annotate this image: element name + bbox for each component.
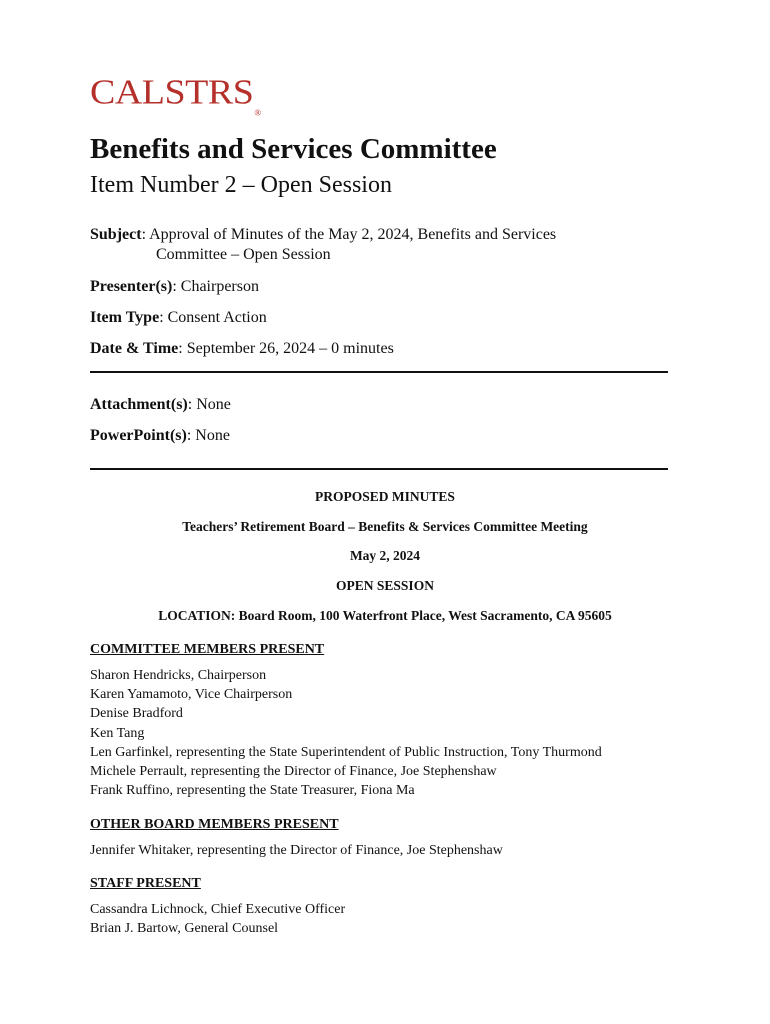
list-item: Denise Bradford (90, 706, 183, 722)
meeting-date: May 2, 2024 (349, 548, 421, 563)
divider-rule (90, 371, 668, 373)
presenters-value: : Chairperson (172, 278, 259, 295)
staff-heading: STAFF PRESENT (90, 876, 201, 891)
item-type-field (90, 308, 267, 328)
powerpoints-label: PowerPoint(s) (90, 427, 187, 444)
logo-text: CALSTRS (90, 73, 254, 112)
list-item: Ken Tang (90, 725, 145, 741)
list-item: Sharon Hendricks, Chairperson (90, 668, 267, 683)
attachments-field (90, 395, 231, 415)
attachments-value: : None (187, 396, 231, 413)
subject-value-continued: Committee – Open Session (156, 246, 331, 263)
subject-label: Subject (90, 226, 142, 243)
attachments-label: Attachment(s) (90, 396, 188, 413)
date-time-label: Date & Time (90, 340, 179, 357)
committee-members-heading: COMMITTEE MEMBERS PRESENT (90, 642, 325, 657)
list-item: Brian J. Bartow, General Counsel (90, 921, 279, 937)
presenters-label: Presenter(s) (90, 278, 173, 295)
page-title: Benefits and Services Committee (90, 133, 497, 165)
staff-list (90, 900, 345, 938)
meeting-name: Teachers’ Retirement Board – Benefits & Services Committee Meeting (182, 519, 588, 534)
list-item: Michele Perrault, representing the Director of Finance, Joe Stephenshaw (90, 764, 497, 780)
item-type-value: : Consent Action (159, 309, 267, 326)
other-board-members-heading: OTHER BOARD MEMBERS PRESENT (90, 817, 339, 832)
item-subtitle: Item Number 2 – Open Session (90, 172, 392, 198)
divider-rule (90, 468, 668, 470)
date-time-value: : September 26, 2024 – 0 minutes (178, 340, 394, 357)
other-board-members-list (90, 841, 503, 860)
session-type: OPEN SESSION (336, 578, 434, 593)
list-item: Cassandra Lichnock, Chief Executive Officer (90, 902, 346, 917)
list-item: Jennifer Whitaker, representing the Director of Finance, Joe Stephenshaw (90, 843, 503, 858)
powerpoints-value: : None (186, 427, 230, 444)
calstrs-logo (90, 73, 261, 118)
date-time-field (90, 339, 394, 359)
committee-members-list (90, 666, 602, 800)
minutes-heading: PROPOSED MINUTES (315, 489, 455, 504)
presenters-field (90, 277, 259, 297)
meeting-location: LOCATION: Board Room, 100 Waterfront Place, West Sacramento, CA 95605 (158, 608, 612, 623)
subject-value: : Approval of Minutes of the May 2, 2024, Benefits and Services (141, 226, 557, 243)
item-type-label: Item Type (90, 309, 160, 326)
list-item: Frank Ruffino, representing the State Treasurer, Fiona Ma (90, 783, 415, 799)
registered-mark: ® (254, 108, 261, 118)
list-item: Len Garfinkel, representing the State Superintendent of Public Instruction, Tony Thurmond (90, 744, 602, 760)
subject-field (90, 225, 556, 245)
powerpoints-field (90, 426, 230, 446)
list-item: Karen Yamamoto, Vice Chairperson (90, 687, 293, 703)
